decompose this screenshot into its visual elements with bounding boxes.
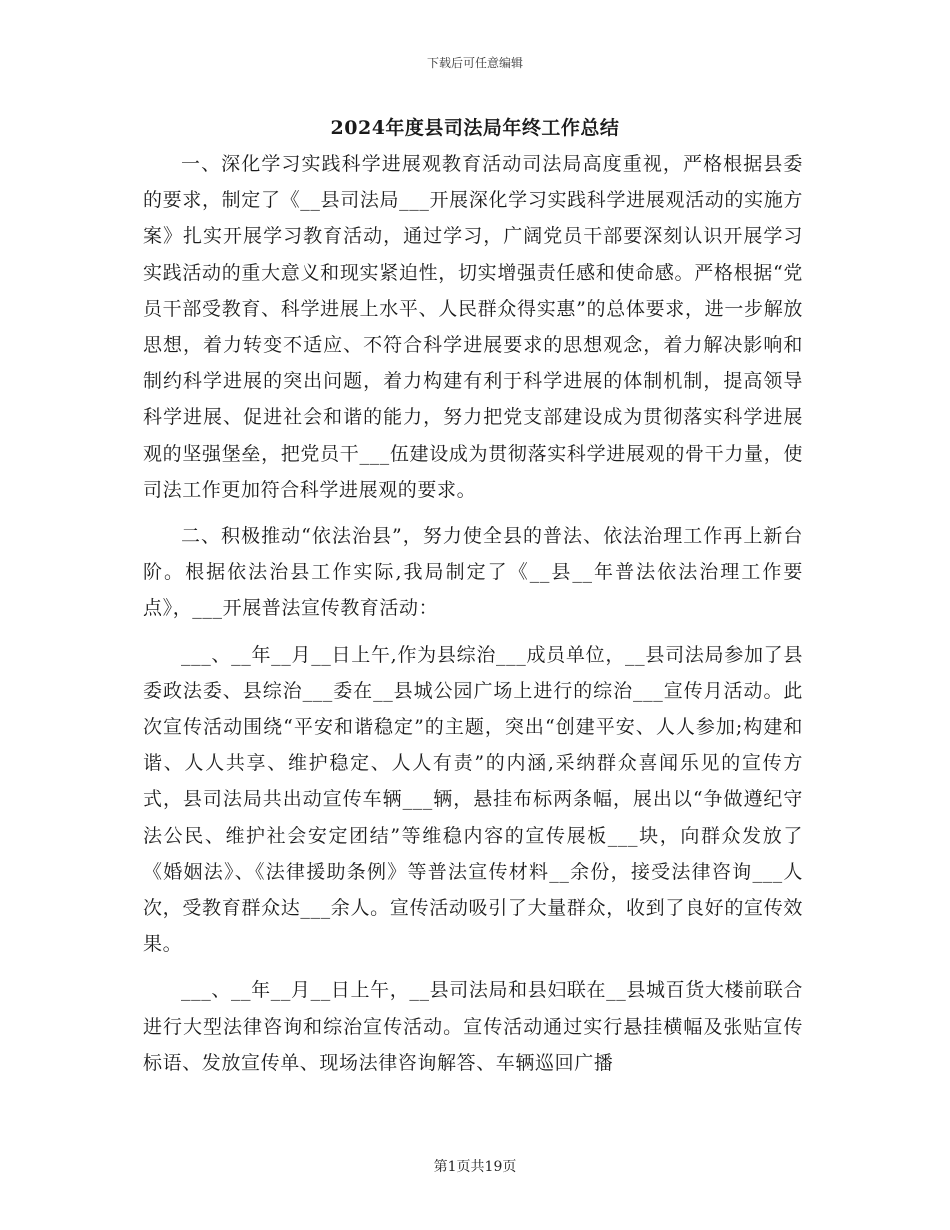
page-number: 第1页共19页 [433,1159,517,1175]
paragraph-2: 二、积极推动“依法治县”，努力使全县的普法、依法治理工作再上新台阶。根据依法治县工作实际,我局制定了《__县__年普法依法治理工作要点》，___开展普法宣传教育活动： [143,525,803,620]
paragraph-4: ___、__年__月__日上午，__县司法局和县妇联在__县城百货大楼前联合进行大型法律咨询和综治宣传活动。宣传活动通过实行悬挂横幅及张贴宣传标语、发放宣传单、现场法律咨询解答、车辆巡回广播 [143,979,803,1074]
paragraph-3: ___、__年__月__日上午,作为县综治___成员单位，__县司法局参加了县委政法委、县综治___委在__县城公园广场上进行的综治___宣传月活动。此次宣传活动围绕“平安和谐稳定”的主题，突出“创建平安、人人参加;构建和谐、人人共享、维护稳定、人人有责”的内涵,采纳群众喜闻乐见的宣传方式，县司法局共出动宣传车辆___辆，悬挂布标两条幅，展出以“争做遵纪守法公民、维护社会安定团结”等维稳内容的宣传展板___块，向群众发放了《婚姻法》、《法律援助条例》等普法宣传材料__余份，接受法律咨询___人次，受教育群众达___余人。宣传活动吸引了大量群众，收到了良好的宣传效果。 [143,643,803,956]
document-title: 2024年度县司法局年终工作总结 [330,117,620,139]
paragraph-1: 一、深化学习实践科学进展观教育活动司法局高度重视，严格根据县委的要求，制定了《__县司法局___开展深化学习实践科学进展观活动的实施方案》扎实开展学习教育活动，通过学习，广阔党员干部要深刻认识开展学习实践活动的重大意义和现实紧迫性，切实增强责任感和使命感。严格根据“党员干部受教育、科学进展上水平、人民群众得实惠”的总体要求，进一步解放思想，着力转变不适应、不符合科学进展要求的思想观念，着力解决影响和制约科学进展的突出问题，着力构建有利于科学进展的体制机制，提高领导科学进展、促进社会和谐的能力，努力把党支部建设成为贯彻落实科学进展观的坚强堡垒，把党员干___伍建设成为贯彻落实科学进展观的骨干力量，使司法工作更加符合科学进展观的要求。 [143,153,803,501]
document-body [143,146,803,1081]
page-header-note: 下载后可任意编辑 [426,56,523,70]
